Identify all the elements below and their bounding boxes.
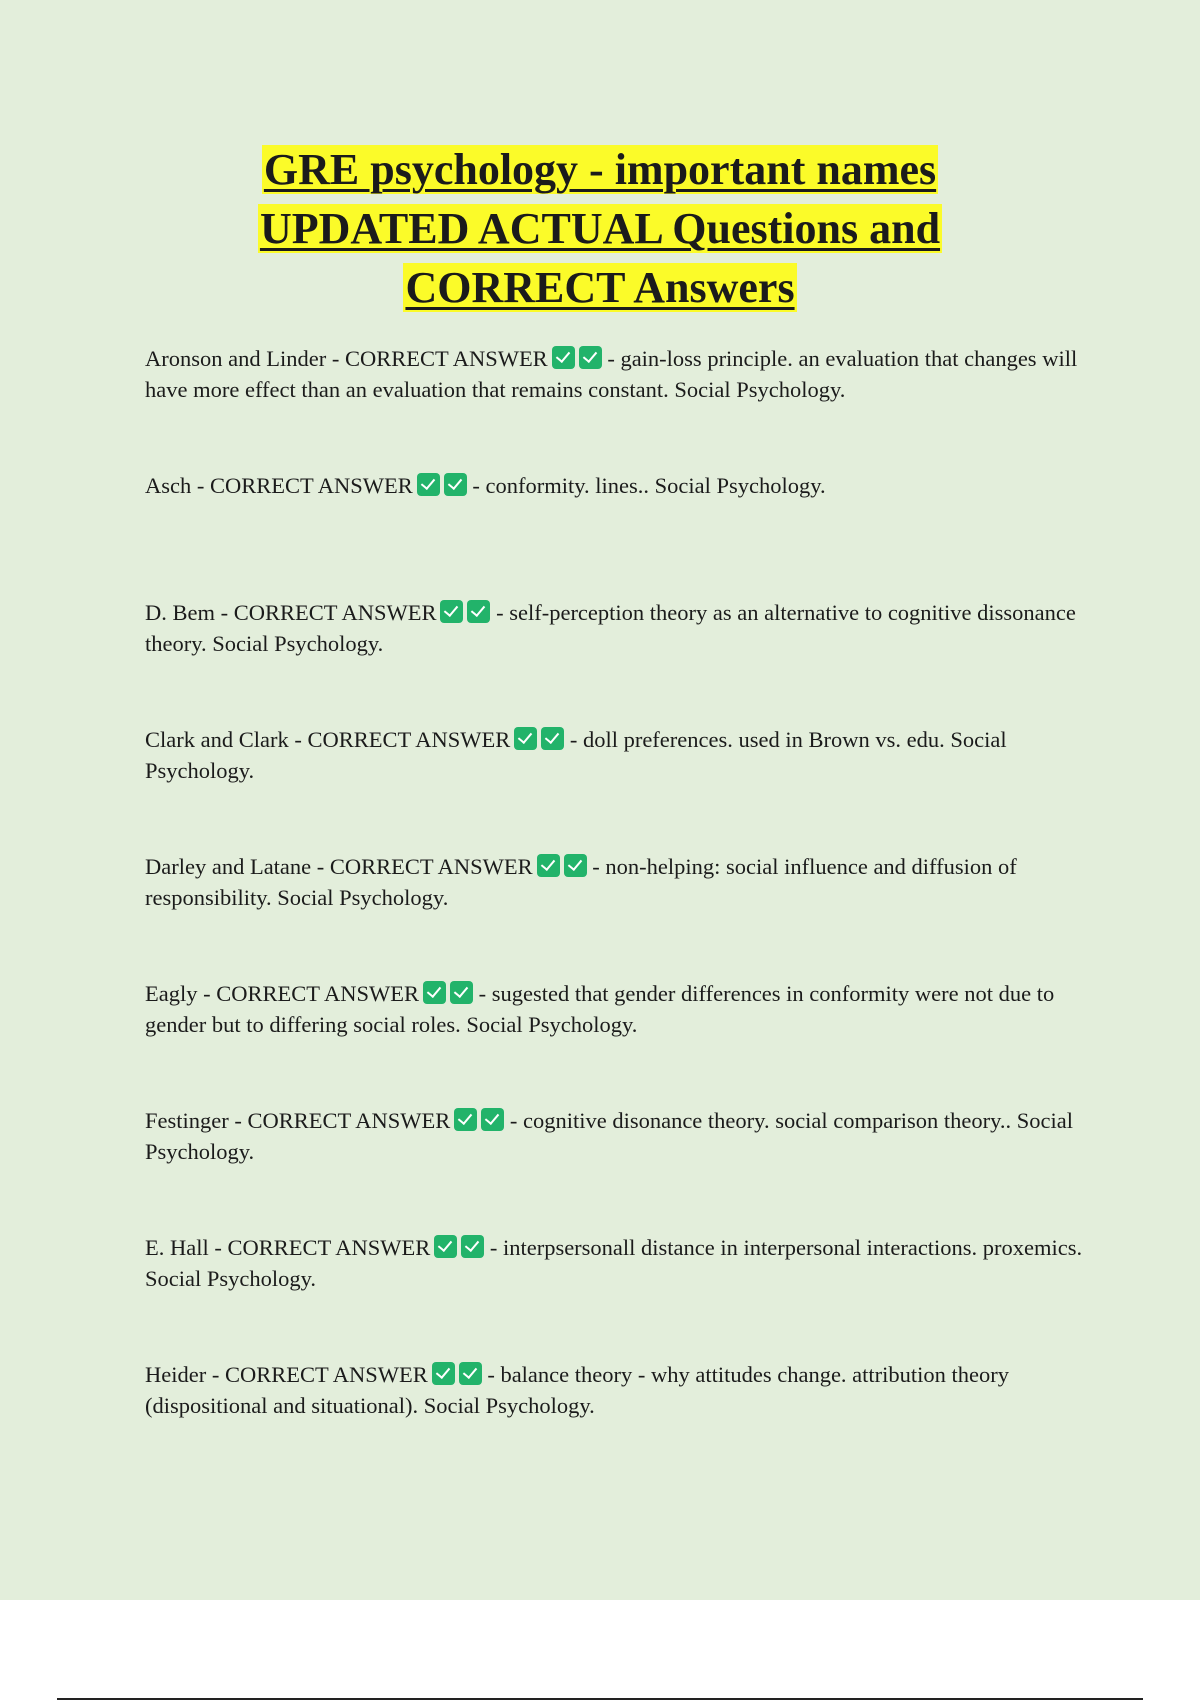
- check-icon: [432, 1362, 455, 1385]
- qa-entry-bem: [145, 597, 1095, 659]
- check-icon: [459, 1362, 482, 1385]
- qa-entry-clark-clark: [145, 724, 1095, 786]
- check-icon: [579, 346, 602, 369]
- entry-term: Asch - CORRECT ANSWER: [145, 473, 413, 498]
- entry-answer: - sugested that gender differences in conformity were not due to gender but to differing social roles. Social Psychology.: [145, 981, 1055, 1037]
- check-icon: [541, 727, 564, 750]
- check-icon: [467, 600, 490, 623]
- entry-term: Heider - CORRECT ANSWER: [145, 1362, 428, 1387]
- entry-term: Darley and Latane - CORRECT ANSWER: [145, 854, 533, 879]
- check-icon: [434, 1235, 457, 1258]
- entry-answer: - balance theory - why attitudes change. attribution theory (dispositional and situational). Social Psychology.: [145, 1362, 1010, 1418]
- title-line-1: GRE psychology - important names: [263, 145, 937, 194]
- qa-entry-darley-latane: [145, 851, 1095, 913]
- check-icon: [481, 1108, 504, 1131]
- qa-entry-hall: [145, 1232, 1095, 1294]
- check-icon: [461, 1235, 484, 1258]
- entry-answer: - non-helping: social influence and diffusion of responsibility. Social Psychology.: [145, 854, 1017, 910]
- entry-term: Aronson and Linder - CORRECT ANSWER: [145, 346, 548, 371]
- entry-answer: - gain-loss principle. an evaluation that changes will have more effect than an evaluation that remains constant. Social Psychology.: [145, 346, 1078, 402]
- qa-entry-asch: [145, 470, 1095, 501]
- entry-answer: - interpsersonall distance in interpersonal interactions. proxemics. Social Psychology.: [145, 1235, 1083, 1291]
- entry-term: D. Bem - CORRECT ANSWER: [145, 600, 437, 625]
- check-icon: [444, 473, 467, 496]
- entry-term: Clark and Clark - CORRECT ANSWER: [145, 727, 511, 752]
- check-icon: [417, 473, 440, 496]
- check-icon: [537, 854, 560, 877]
- entry-term: Eagly - CORRECT ANSWER: [145, 981, 419, 1006]
- check-icon: [450, 981, 473, 1004]
- title-line-3: CORRECT Answers: [405, 263, 795, 312]
- page-title: [0, 140, 1200, 317]
- qa-entry-eagly: [145, 978, 1095, 1040]
- entry-answer: - cognitive disonance theory. social comparison theory.. Social Psychology.: [145, 1108, 1074, 1164]
- entry-term: E. Hall - CORRECT ANSWER: [145, 1235, 431, 1260]
- entry-term: Festinger - CORRECT ANSWER: [145, 1108, 451, 1133]
- qa-entry-festinger: [145, 1105, 1095, 1167]
- check-icon: [423, 981, 446, 1004]
- check-icon: [514, 727, 537, 750]
- entry-answer: - conformity. lines.. Social Psychology.: [472, 473, 826, 498]
- qa-entry-heider: [145, 1359, 1095, 1421]
- check-icon: [454, 1108, 477, 1131]
- qa-entry-aronson-linder: [145, 343, 1095, 405]
- check-icon: [552, 346, 575, 369]
- title-line-2: UPDATED ACTUAL Questions and: [259, 204, 941, 253]
- entry-answer: - self-perception theory as an alternative to cognitive dissonance theory. Social Psychology.: [145, 600, 1076, 656]
- check-icon: [564, 854, 587, 877]
- entry-answer: - doll preferences. used in Brown vs. edu. Social Psychology.: [145, 727, 1007, 783]
- check-icon: [440, 600, 463, 623]
- qa-list: [145, 343, 1095, 1486]
